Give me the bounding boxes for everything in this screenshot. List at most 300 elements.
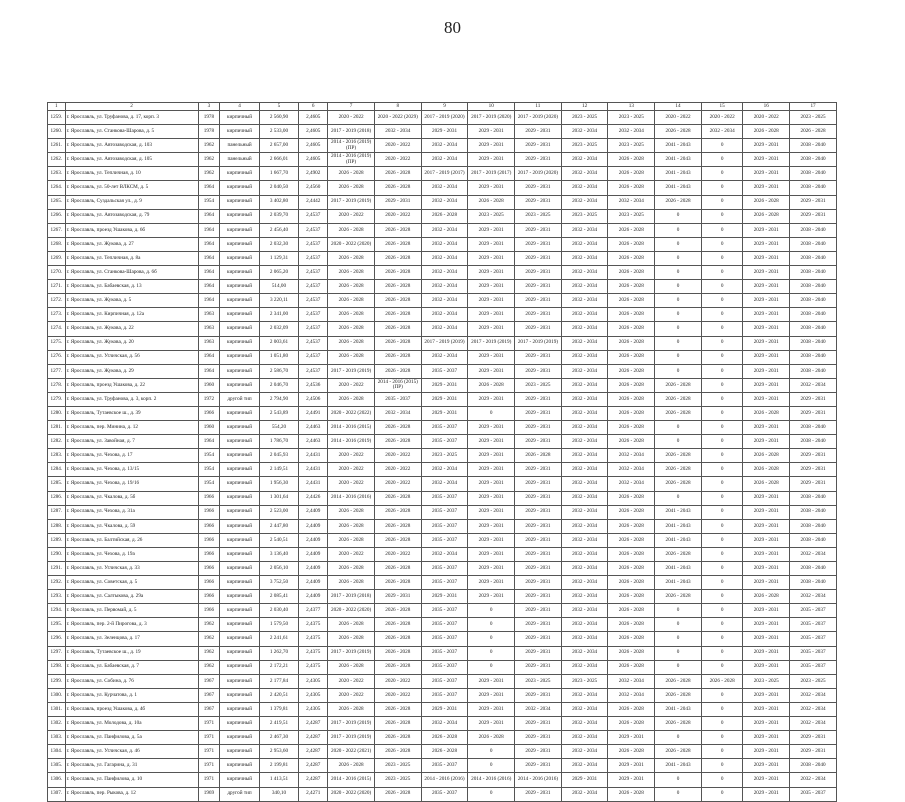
table-cell: 2026 - 2028: [608, 604, 655, 618]
table-cell: 2026 - 2028: [608, 435, 655, 449]
table-row: [48, 674, 837, 688]
table-cell: 0: [468, 745, 515, 759]
table-cell: 2032 - 2034: [608, 195, 655, 209]
table-cell: 2029 - 2031: [515, 181, 562, 195]
table-cell: 2038 - 2040: [790, 294, 837, 308]
table-cell: 2020 - 2022: [328, 209, 375, 223]
table-cell: 2 341,00: [259, 308, 298, 322]
address-cell: г. Ярославль, ул. Угличская, д. 56: [65, 350, 198, 364]
table-row: [48, 421, 837, 435]
table-cell: 2035 - 2037: [421, 688, 468, 702]
table-cell: 2029 - 2031: [468, 125, 515, 139]
table-cell: 0: [701, 209, 743, 223]
table-cell: 2026 - 2028: [374, 731, 421, 745]
table-cell: 0: [701, 378, 743, 392]
table-cell: 2029 - 2031: [515, 604, 562, 618]
table-cell: 2029 - 2031: [374, 590, 421, 604]
table-cell: 2,4537: [299, 251, 328, 265]
address-cell: г. Ярославль, ул. Станкова-Шарова, д. 5: [65, 125, 198, 139]
table-cell: 1275.: [48, 336, 66, 350]
table-cell: 2,4605: [299, 111, 328, 125]
table-cell: 0: [655, 731, 702, 745]
table-cell: 2026 - 2028: [608, 406, 655, 420]
table-cell: 1264.: [48, 181, 66, 195]
table-cell: 2020 - 2022 (2020): [328, 604, 375, 618]
column-header: 5: [259, 103, 298, 111]
table-cell: 2,4409: [299, 562, 328, 576]
table-cell: 2 523,00: [259, 505, 298, 519]
table-cell: 1288.: [48, 519, 66, 533]
table-cell: 2032 - 2034: [561, 336, 608, 350]
table-cell: 2032 - 2034: [561, 717, 608, 731]
table-row: [48, 392, 837, 406]
table-cell: кирпичный: [220, 251, 259, 265]
table-row: [48, 406, 837, 420]
table-cell: 2023 - 2025: [515, 378, 562, 392]
table-cell: 0: [655, 237, 702, 251]
table-cell: 2035 - 2037: [790, 660, 837, 674]
table-cell: 2029 - 2031: [421, 392, 468, 406]
table-cell: 2026 - 2028: [655, 477, 702, 491]
table-cell: 2032 - 2034: [561, 294, 608, 308]
table-cell: 2035 - 2037: [421, 435, 468, 449]
table-cell: 1306.: [48, 773, 66, 787]
table-cell: 0: [655, 491, 702, 505]
table-cell: 2029 - 2031: [790, 392, 837, 406]
address-cell: г. Ярославль, ул. Тепличная, д. 10: [65, 167, 198, 181]
table-cell: кирпичный: [220, 308, 259, 322]
table-cell: 1964: [198, 364, 220, 378]
table-cell: кирпичный: [220, 266, 259, 280]
table-cell: 2035 - 2037: [374, 392, 421, 406]
table-cell: 2026 - 2028: [608, 787, 655, 801]
table-cell: 2026 - 2028: [328, 562, 375, 576]
table-cell: 0: [701, 787, 743, 801]
table-cell: 2,4375: [299, 646, 328, 660]
table-cell: 2029 - 2031: [468, 562, 515, 576]
table-cell: 2029 - 2031: [515, 759, 562, 773]
table-cell: 2029 - 2031: [515, 646, 562, 660]
table-cell: кирпичный: [220, 773, 259, 787]
table-cell: кирпичный: [220, 604, 259, 618]
address-cell: г. Ярославль, ул. Курчатова, д. 1: [65, 688, 198, 702]
table-cell: 2029 - 2031: [790, 209, 837, 223]
table-cell: 2035 - 2037: [421, 632, 468, 646]
table-cell: 2032 - 2034: [561, 576, 608, 590]
table-row: [48, 759, 837, 773]
table-cell: 2026 - 2028: [608, 745, 655, 759]
table-cell: 2029 - 2031: [515, 421, 562, 435]
table-cell: 2020 - 2022: [328, 477, 375, 491]
table-cell: 2026 - 2028: [374, 251, 421, 265]
table-row: [48, 576, 837, 590]
table-cell: 0: [655, 209, 702, 223]
table-cell: 2029 - 2031: [743, 533, 790, 547]
table-cell: 0: [701, 153, 743, 167]
table-cell: 2 540,51: [259, 533, 298, 547]
table-cell: 2029 - 2031: [468, 576, 515, 590]
table-cell: 2,4409: [299, 576, 328, 590]
table-cell: 2026 - 2028: [655, 590, 702, 604]
table-cell: 2032 - 2034: [790, 547, 837, 561]
table-cell: 2035 - 2037: [421, 604, 468, 618]
table-cell: 2014 - 2016 (2016): [328, 491, 375, 505]
table-cell: 2,4375: [299, 632, 328, 646]
table-cell: 2029 - 2031: [515, 745, 562, 759]
table-cell: 2035 - 2037: [421, 787, 468, 801]
table-cell: 2023 - 2025: [468, 209, 515, 223]
table-cell: 2029 - 2031: [515, 632, 562, 646]
table-cell: 2017 - 2019 (2019): [421, 336, 468, 350]
table-cell: 2029 - 2031: [515, 280, 562, 294]
table-cell: 1967: [198, 688, 220, 702]
table-row: [48, 195, 837, 209]
address-cell: г. Ярославль, ул. Гагарина, д. 31: [65, 759, 198, 773]
table-cell: 2,4537: [299, 237, 328, 251]
table-cell: 1978: [198, 125, 220, 139]
table-cell: 2029 - 2031: [468, 308, 515, 322]
table-cell: 0: [701, 773, 743, 787]
table-cell: 2029 - 2031: [743, 364, 790, 378]
table-cell: 2032 - 2034: [515, 702, 562, 716]
table-cell: кирпичный: [220, 505, 259, 519]
table-cell: 0: [701, 717, 743, 731]
table-cell: 2,4463: [299, 421, 328, 435]
table-cell: 1966: [198, 533, 220, 547]
table-cell: 2029 - 2031: [743, 266, 790, 280]
table-cell: 2017 - 2019 (2018): [328, 590, 375, 604]
table-cell: 2032 - 2034: [561, 702, 608, 716]
table-cell: 1963: [198, 336, 220, 350]
table-cell: 0: [701, 139, 743, 153]
table-cell: 2,4442: [299, 195, 328, 209]
table-cell: 2 065,20: [259, 266, 298, 280]
table-cell: 2029 - 2031: [515, 364, 562, 378]
table-cell: 2032 - 2034: [421, 181, 468, 195]
table-row: [48, 590, 837, 604]
table-cell: 2035 - 2037: [790, 632, 837, 646]
table-cell: 2023 - 2025: [515, 209, 562, 223]
table-cell: 2026 - 2028: [743, 195, 790, 209]
table-cell: 1967: [198, 674, 220, 688]
table-cell: 2020 - 2022: [328, 674, 375, 688]
table-cell: 2029 - 2031: [468, 294, 515, 308]
table-cell: 2,4431: [299, 449, 328, 463]
table-cell: 2032 - 2034: [421, 251, 468, 265]
table-cell: 2026 - 2028: [328, 181, 375, 195]
address-cell: г. Ярославль, ул. Жукова, д. 20: [65, 336, 198, 350]
table-cell: 2020 - 2022: [374, 209, 421, 223]
table-cell: 340,10: [259, 787, 298, 801]
table-cell: 2032 - 2034: [561, 223, 608, 237]
table-cell: 1964: [198, 435, 220, 449]
table-cell: 2035 - 2037: [421, 505, 468, 519]
table-cell: 1304.: [48, 745, 66, 759]
table-cell: 2038 - 2040: [790, 308, 837, 322]
table-cell: 2 030,40: [259, 604, 298, 618]
table-cell: 2029 - 2031: [515, 237, 562, 251]
table-cell: 0: [655, 223, 702, 237]
records-table: [47, 102, 837, 802]
table-cell: кирпичный: [220, 449, 259, 463]
address-cell: г. Ярославль, ул. Угличская, д. 33: [65, 562, 198, 576]
table-cell: 2026 - 2028: [608, 266, 655, 280]
table-cell: кирпичный: [220, 632, 259, 646]
table-cell: 2029 - 2031: [515, 505, 562, 519]
table-cell: 2032 - 2034: [608, 674, 655, 688]
table-cell: 0: [655, 632, 702, 646]
table-cell: 2,4377: [299, 604, 328, 618]
table-cell: 2038 - 2040: [790, 139, 837, 153]
table-cell: 2038 - 2040: [790, 562, 837, 576]
table-cell: 2032 - 2034: [561, 237, 608, 251]
table-cell: 2029 - 2031: [468, 392, 515, 406]
table-cell: 2035 - 2037: [421, 618, 468, 632]
table-cell: 2035 - 2037: [421, 674, 468, 688]
address-cell: г. Ярославль, проезд Ушакова, д. 4б: [65, 702, 198, 716]
table-cell: 2023 - 2025: [608, 209, 655, 223]
column-header: 15: [701, 103, 743, 111]
table-cell: 2029 - 2031: [515, 688, 562, 702]
table-cell: 2017 - 2019 (2017): [421, 167, 468, 181]
table-row: [48, 167, 837, 181]
table-cell: 2026 - 2028: [421, 745, 468, 759]
table-cell: 0: [655, 618, 702, 632]
table-cell: 2,4605: [299, 153, 328, 167]
table-cell: 2032 - 2034: [561, 491, 608, 505]
table-cell: 2032 - 2034: [701, 125, 743, 139]
table-cell: 1962: [198, 646, 220, 660]
table-cell: 0: [701, 364, 743, 378]
table-cell: 1971: [198, 745, 220, 759]
table-cell: 1962: [198, 167, 220, 181]
address-cell: г. Ярославль, ул. Автозаводская, д. 79: [65, 209, 198, 223]
table-cell: 2029 - 2031: [743, 759, 790, 773]
table-cell: 2026 - 2028: [374, 280, 421, 294]
table-cell: 0: [701, 308, 743, 322]
table-cell: 2026 - 2028: [608, 491, 655, 505]
table-cell: 2041 - 2043: [655, 759, 702, 773]
table-cell: 2023 - 2025: [561, 139, 608, 153]
table-cell: 1964: [198, 181, 220, 195]
table-cell: 2032 - 2034: [561, 125, 608, 139]
table-cell: 0: [701, 223, 743, 237]
table-cell: 2029 - 2031: [468, 688, 515, 702]
table-cell: 2014 - 2016 (2019): [328, 435, 375, 449]
table-cell: 1289.: [48, 533, 66, 547]
table-cell: 2020 - 2022: [655, 111, 702, 125]
address-cell: г. Ярославль, пер. Рыкова, д. 12: [65, 787, 198, 801]
table-cell: кирпичный: [220, 519, 259, 533]
table-cell: кирпичный: [220, 646, 259, 660]
table-cell: 2026 - 2028: [655, 392, 702, 406]
header-row: [48, 103, 837, 111]
table-cell: 2026 - 2028: [655, 547, 702, 561]
table-row: [48, 491, 837, 505]
table-cell: кирпичный: [220, 731, 259, 745]
table-cell: 0: [701, 562, 743, 576]
table-cell: 2029 - 2031: [743, 660, 790, 674]
column-header: 2: [65, 103, 198, 111]
table-cell: 1960: [198, 378, 220, 392]
table-cell: 0: [701, 702, 743, 716]
table-cell: 2029 - 2031: [790, 477, 837, 491]
table-cell: 0: [701, 266, 743, 280]
table-cell: 2,4605: [299, 139, 328, 153]
table-cell: 1269.: [48, 251, 66, 265]
table-cell: 0: [655, 646, 702, 660]
table-cell: 2029 - 2031: [743, 505, 790, 519]
table-cell: 2029 - 2031: [561, 773, 608, 787]
table-cell: 2032 - 2034: [561, 421, 608, 435]
table-cell: 2026 - 2028: [743, 463, 790, 477]
table-cell: 2020 - 2022: [374, 674, 421, 688]
column-header: 11: [515, 103, 562, 111]
table-cell: 2026 - 2028: [655, 745, 702, 759]
table-cell: 2032 - 2034: [561, 604, 608, 618]
table-cell: 2026 - 2028: [743, 477, 790, 491]
table-cell: 2026 - 2028: [655, 449, 702, 463]
table-cell: 2 056,10: [259, 562, 298, 576]
table-cell: 2032 - 2034: [421, 153, 468, 167]
table-cell: 2038 - 2040: [790, 237, 837, 251]
table-cell: 2026 - 2028: [374, 632, 421, 646]
table-cell: 2,4536: [299, 378, 328, 392]
table-cell: 2035 - 2037: [421, 421, 468, 435]
table-cell: 2014 - 2016 (2015)(ПР): [374, 378, 421, 392]
table-cell: 2035 - 2037: [421, 759, 468, 773]
table-cell: 2032 - 2034: [421, 717, 468, 731]
table-cell: 2032 - 2034: [561, 449, 608, 463]
address-cell: г. Ярославль, ул. Первомай, д. 5: [65, 604, 198, 618]
table-cell: 2032 - 2034: [561, 406, 608, 420]
table-cell: 2020 - 2022 (2020): [328, 237, 375, 251]
table-cell: 2026 - 2028: [655, 674, 702, 688]
table-cell: 2032 - 2034: [561, 195, 608, 209]
table-cell: 2029 - 2031: [743, 392, 790, 406]
table-cell: 0: [701, 660, 743, 674]
table-cell: 2026 - 2028: [374, 491, 421, 505]
table-row: [48, 322, 837, 336]
table-cell: 1972: [198, 392, 220, 406]
table-row: [48, 731, 837, 745]
table-cell: 2032 - 2034: [421, 294, 468, 308]
table-cell: 0: [701, 406, 743, 420]
table-cell: 1954: [198, 195, 220, 209]
table-cell: 2026 - 2028: [701, 674, 743, 688]
table-cell: 2026 - 2028: [374, 702, 421, 716]
table-cell: 1270.: [48, 266, 66, 280]
table-cell: 2032 - 2034: [790, 773, 837, 787]
table-cell: 2 586,70: [259, 364, 298, 378]
table-cell: 2,4537: [299, 364, 328, 378]
table-cell: 0: [701, 350, 743, 364]
table-cell: 1 579,50: [259, 618, 298, 632]
table-cell: 2026 - 2028: [608, 421, 655, 435]
table-cell: 2041 - 2043: [655, 139, 702, 153]
table-cell: 2032 - 2034: [561, 533, 608, 547]
table-cell: 2029 - 2031: [468, 435, 515, 449]
table-cell: 0: [701, 759, 743, 773]
address-cell: г. Ярославль, ул. Труфанова, д. 17, корп. 3: [65, 111, 198, 125]
table-cell: 2041 - 2043: [655, 181, 702, 195]
table-cell: 2026 - 2028: [374, 505, 421, 519]
table-cell: 2029 - 2031: [743, 731, 790, 745]
table-cell: 2032 - 2034: [421, 477, 468, 491]
table-cell: 2032 - 2034: [790, 688, 837, 702]
column-header: 17: [790, 103, 837, 111]
table-cell: 2 040,50: [259, 181, 298, 195]
table-cell: 2014 - 2016 (2016): [515, 773, 562, 787]
table-cell: 2029 - 2031: [468, 280, 515, 294]
table-cell: 2029 - 2031: [743, 547, 790, 561]
table-cell: 2017 - 2019 (2017): [468, 167, 515, 181]
table-cell: 1966: [198, 547, 220, 561]
table-cell: 2029 - 2031: [468, 449, 515, 463]
table-cell: 2032 - 2034: [561, 181, 608, 195]
table-cell: 2026 - 2028: [608, 322, 655, 336]
table-cell: 1294.: [48, 604, 66, 618]
table-cell: 2026 - 2028: [608, 350, 655, 364]
table-cell: 1291.: [48, 562, 66, 576]
table-cell: 2032 - 2034: [561, 266, 608, 280]
table-cell: 0: [701, 618, 743, 632]
table-cell: 2035 - 2037: [421, 660, 468, 674]
table-cell: кирпичный: [220, 336, 259, 350]
table-cell: кирпичный: [220, 576, 259, 590]
table-cell: 2029 - 2031: [515, 618, 562, 632]
table-cell: 2 953,60: [259, 745, 298, 759]
table-row: [48, 266, 837, 280]
table-cell: 0: [468, 406, 515, 420]
address-cell: г. Ярославль, проезд Ушакова, д. 22: [65, 378, 198, 392]
table-cell: 0: [655, 266, 702, 280]
table-cell: 1285.: [48, 477, 66, 491]
table-cell: 2026 - 2028: [328, 702, 375, 716]
table-cell: 2026 - 2028: [328, 759, 375, 773]
table-cell: 1954: [198, 463, 220, 477]
table-cell: 2026 - 2028: [374, 364, 421, 378]
table-cell: 2020 - 2022: [374, 547, 421, 561]
table-cell: кирпичный: [220, 364, 259, 378]
table-cell: 2026 - 2028: [608, 505, 655, 519]
table-cell: кирпичный: [220, 674, 259, 688]
table-cell: 2038 - 2040: [790, 350, 837, 364]
table-cell: 1966: [198, 576, 220, 590]
table-cell: 1 786,70: [259, 435, 298, 449]
table-cell: 2026 - 2028: [608, 660, 655, 674]
table-cell: 2026 - 2028: [608, 547, 655, 561]
table-cell: 2,4426: [299, 491, 328, 505]
table-cell: 2,4287: [299, 717, 328, 731]
table-cell: 2032 - 2034: [561, 618, 608, 632]
table-cell: 1281.: [48, 421, 66, 435]
table-cell: 2029 - 2031: [468, 491, 515, 505]
table-cell: 0: [701, 421, 743, 435]
table-cell: 0: [701, 237, 743, 251]
table-cell: 2 032,30: [259, 237, 298, 251]
table-cell: 2029 - 2031: [515, 139, 562, 153]
table-cell: 1261.: [48, 139, 66, 153]
table-cell: 2029 - 2031: [790, 731, 837, 745]
table-cell: 2029 - 2031: [421, 406, 468, 420]
table-cell: 2029 - 2031: [515, 435, 562, 449]
column-header: 4: [220, 103, 259, 111]
address-cell: г. Ярославль, ул. Тепличная, д. 8а: [65, 251, 198, 265]
table-cell: 2023 - 2025: [790, 111, 837, 125]
table-cell: 2,4491: [299, 406, 328, 420]
table-cell: 1963: [198, 322, 220, 336]
